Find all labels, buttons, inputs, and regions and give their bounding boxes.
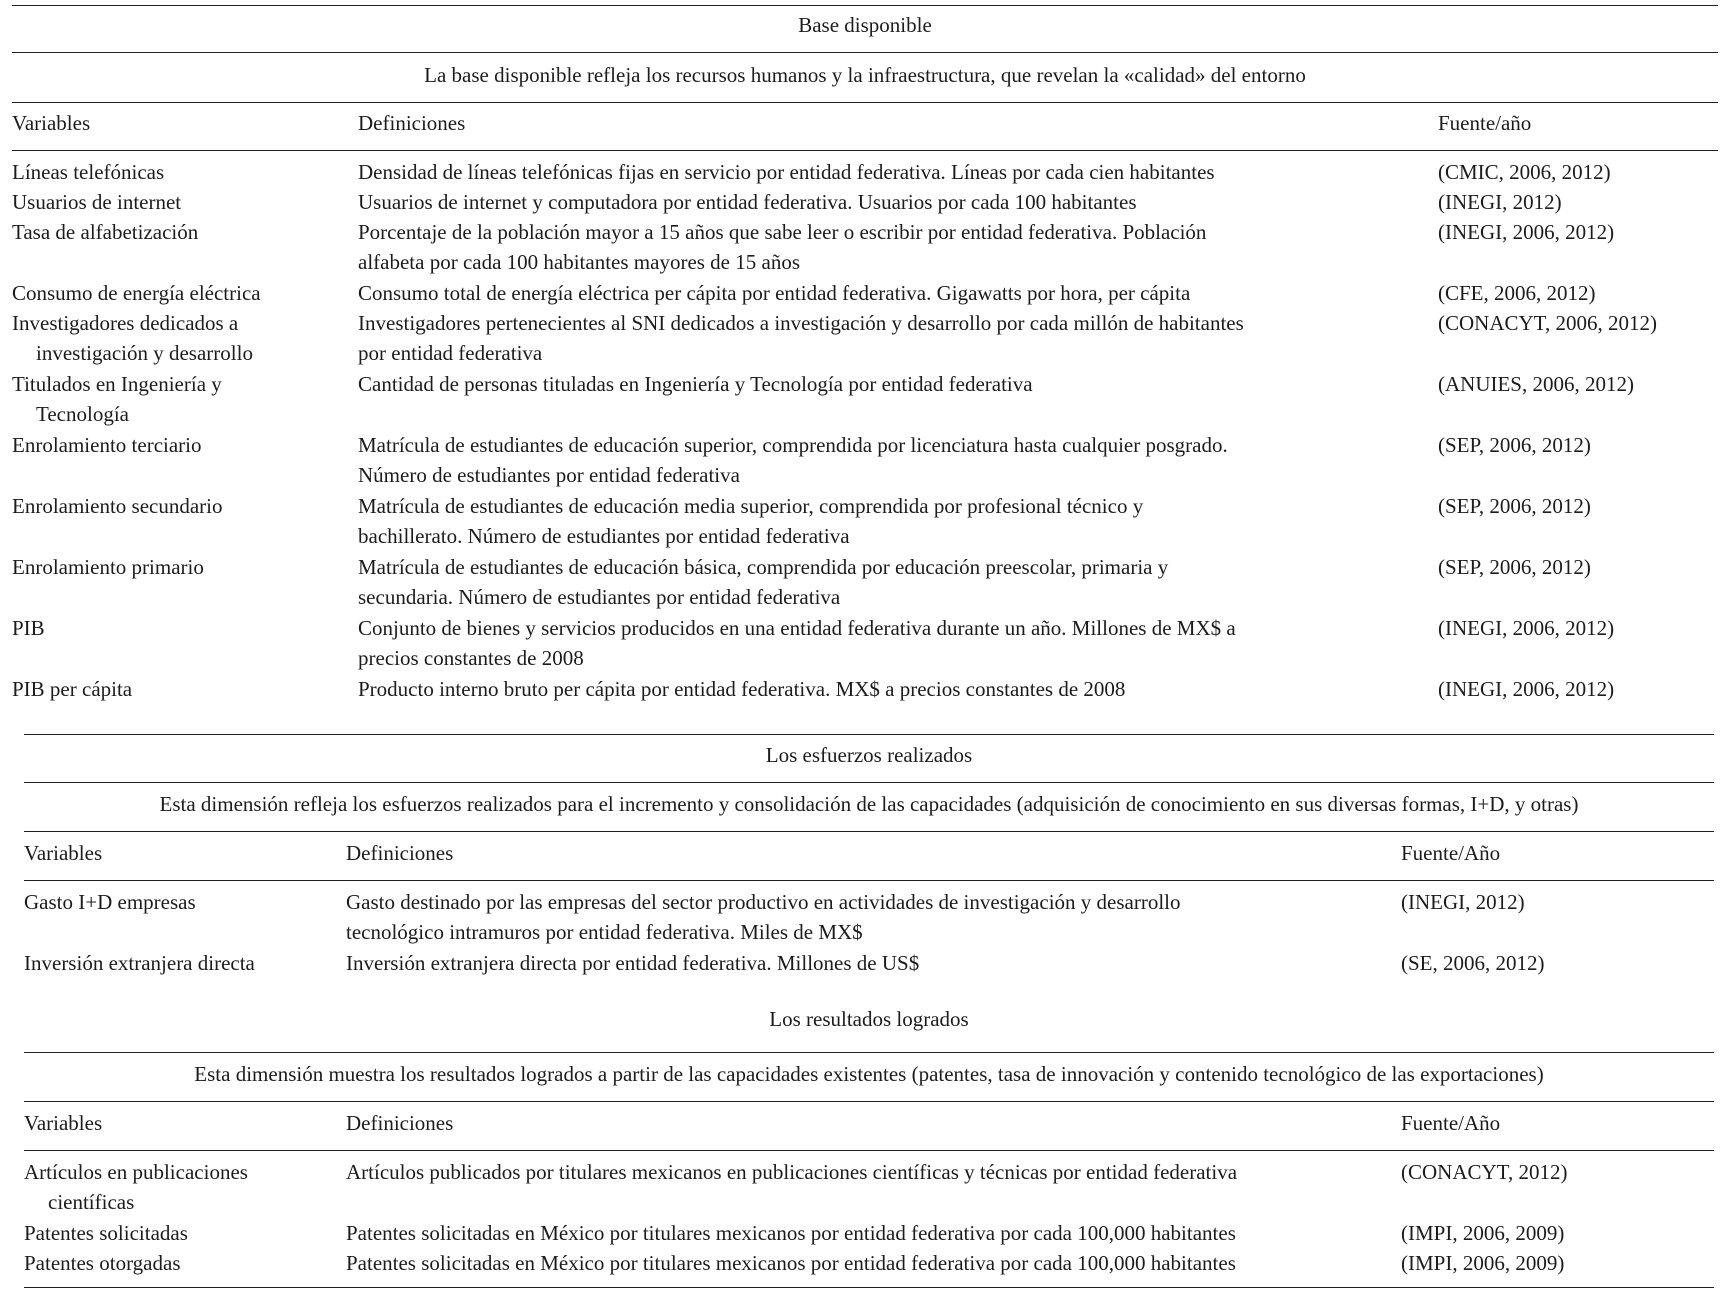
divider — [12, 52, 1718, 53]
table-row-source: (SEP, 2006, 2012) — [1438, 555, 1591, 579]
divider — [24, 1052, 1714, 1053]
table-row-variable: Artículos en publicaciones — [24, 1160, 248, 1184]
table-row-variable: Gasto I+D empresas — [24, 890, 196, 914]
table-row-definition: alfabeta por cada 100 habitantes mayores de 15 años — [358, 250, 800, 274]
table-row-variable: científicas — [48, 1190, 135, 1214]
table-row-definition: Gasto destinado por las empresas del sector productivo en actividades de investigación y desarrollo — [346, 890, 1181, 914]
table-row-variable: investigación y desarrollo — [36, 341, 253, 365]
table-row-definition: Producto interno bruto per cápita por entidad federativa. MX$ a precios constantes de 2008 — [358, 677, 1126, 701]
table-row-definition: Inversión extranjera directa por entidad federativa. Millones de US$ — [346, 951, 920, 975]
table-row-definition: Matrícula de estudiantes de educación media superior, comprendida por profesional técnico y — [358, 494, 1144, 518]
table-row-variable: Inversión extranjera directa — [24, 951, 255, 975]
header-rule — [12, 150, 1718, 151]
section-base-disponible — [12, 0, 1718, 740]
table-row-definition: Porcentaje de la población mayor a 15 años que sabe leer o escribir por entidad federativa. Población — [358, 220, 1207, 244]
table-row-variable: Usuarios de internet — [12, 190, 182, 214]
table-row-source: (CONACYT, 2006, 2012) — [1438, 311, 1657, 335]
table-row-definition: bachillerato. Número de estudiantes por entidad federativa — [358, 524, 850, 548]
table-row-definition: Conjunto de bienes y servicios producidos en una entidad federativa durante un año. Millones de MX$ a — [358, 616, 1236, 640]
table-row-source: (INEGI, 2006, 2012) — [1438, 616, 1615, 640]
table-row-variable: Enrolamiento secundario — [12, 494, 223, 518]
divider — [24, 1101, 1714, 1102]
table-row-source: (CMIC, 2006, 2012) — [1438, 160, 1611, 184]
header-rule — [24, 1150, 1714, 1151]
table-row-variable: Patentes otorgadas — [24, 1251, 181, 1275]
section-resultados — [24, 1004, 1714, 1294]
table-row-source: (INEGI, 2012) — [1438, 190, 1562, 214]
table-row-definition: Artículos publicados por titulares mexicanos en publicaciones científicas y técnicas por entidad federativa — [346, 1160, 1238, 1184]
section-description: La base disponible refleja los recursos humanos y la infraestructura, que revelan la «calidad» del entorno — [424, 63, 1306, 87]
section-description: Esta dimensión muestra los resultados logrados a partir de las capacidades existentes (patentes, tasa de innovación y contenido tecnológico de las exportaciones) — [194, 1062, 1544, 1086]
header-variables: Variables — [24, 1111, 103, 1135]
table-row-definition: tecnológico intramuros por entidad federativa. Miles de MX$ — [346, 920, 863, 944]
top-rule — [24, 734, 1714, 735]
table-row-definition: Patentes solicitadas en México por titulares mexicanos por entidad federativa por cada 100,000 habitantes — [346, 1251, 1236, 1275]
table-row-definition: Matrícula de estudiantes de educación superior, comprendida por licenciatura hasta cualquier posgrado. — [358, 433, 1228, 457]
section-title: Base disponible — [798, 13, 932, 37]
table-row-variable: Tasa de alfabetización — [12, 220, 199, 244]
table-row-definition: Cantidad de personas tituladas en Ingeniería y Tecnología por entidad federativa — [358, 372, 1033, 396]
section-title: Los esfuerzos realizados — [765, 743, 973, 767]
table-row-variable: Consumo de energía eléctrica — [12, 281, 261, 305]
table-row-variable: Líneas telefónicas — [12, 160, 165, 184]
table-row-definition: Consumo total de energía eléctrica per cápita por entidad federativa. Gigawatts por hora, per cápita — [358, 281, 1191, 305]
table-row-variable: PIB per cápita — [12, 677, 133, 701]
table-row-variable: Patentes solicitadas — [24, 1221, 188, 1245]
table-row-definition: precios constantes de 2008 — [358, 646, 584, 670]
header-definiciones: Definiciones — [358, 111, 466, 135]
table-row-source: (CFE, 2006, 2012) — [1438, 281, 1596, 305]
divider — [24, 782, 1714, 783]
table-row-source: (SE, 2006, 2012) — [1401, 951, 1545, 975]
section-description: Esta dimensión refleja los esfuerzos realizados para el incremento y consolidación de las capacidades (adquisición de conocimiento en sus diversas formas, I+D, y otras) — [159, 792, 1579, 816]
header-definiciones: Definiciones — [346, 841, 454, 865]
table-row-definition: secundaria. Número de estudiantes por entidad federativa — [358, 585, 841, 609]
table-row-source: (INEGI, 2006, 2012) — [1438, 220, 1615, 244]
table-row-definition: Investigadores pertenecientes al SNI dedicados a investigación y desarrollo por cada millón de habitantes — [358, 311, 1244, 335]
header-rule — [24, 880, 1714, 881]
header-fuente: Fuente/Año — [1401, 841, 1501, 865]
table-row-source: (INEGI, 2012) — [1401, 890, 1525, 914]
table-row-source: (IMPI, 2006, 2009) — [1401, 1221, 1565, 1245]
table-row-source: (IMPI, 2006, 2009) — [1401, 1251, 1565, 1275]
divider — [24, 831, 1714, 832]
table-row-source: (CONACYT, 2012) — [1401, 1160, 1568, 1184]
table-row-variable: Investigadores dedicados a — [12, 311, 239, 335]
table-row-definition: Usuarios de internet y computadora por entidad federativa. Usuarios por cada 100 habitantes — [358, 190, 1137, 214]
table-row-source: (ANUIES, 2006, 2012) — [1438, 372, 1634, 396]
table-row-definition: por entidad federativa — [358, 341, 543, 365]
table-row-variable: Titulados en Ingeniería y — [12, 372, 222, 396]
header-fuente: Fuente/Año — [1401, 1111, 1501, 1135]
section-title: Los resultados logrados — [769, 1007, 969, 1031]
table-row-source: (SEP, 2006, 2012) — [1438, 494, 1591, 518]
table-row-variable: Enrolamiento terciario — [12, 433, 202, 457]
table-row-definition: Patentes solicitadas en México por titulares mexicanos por entidad federativa por cada 100,000 habitantes — [346, 1221, 1236, 1245]
table-row-source: (SEP, 2006, 2012) — [1438, 433, 1591, 457]
top-rule — [12, 5, 1718, 6]
bottom-rule — [24, 1287, 1714, 1288]
table-row-definition: Densidad de líneas telefónicas fijas en servicio por entidad federativa. Líneas por cada cien habitantes — [358, 160, 1215, 184]
table-row-variable: PIB — [12, 616, 45, 640]
table-row-source: (INEGI, 2006, 2012) — [1438, 677, 1615, 701]
divider — [12, 102, 1718, 103]
section-esfuerzos — [24, 734, 1714, 1004]
table-row-definition: Número de estudiantes por entidad federativa — [358, 463, 740, 487]
table-row-variable: Tecnología — [36, 402, 129, 426]
table-row-definition: Matrícula de estudiantes de educación básica, comprendida por educación preescolar, primaria y — [358, 555, 1169, 579]
header-fuente: Fuente/año — [1438, 111, 1532, 135]
header-variables: Variables — [24, 841, 103, 865]
header-definiciones: Definiciones — [346, 1111, 454, 1135]
table-row-variable: Enrolamiento primario — [12, 555, 204, 579]
header-variables: Variables — [12, 111, 91, 135]
